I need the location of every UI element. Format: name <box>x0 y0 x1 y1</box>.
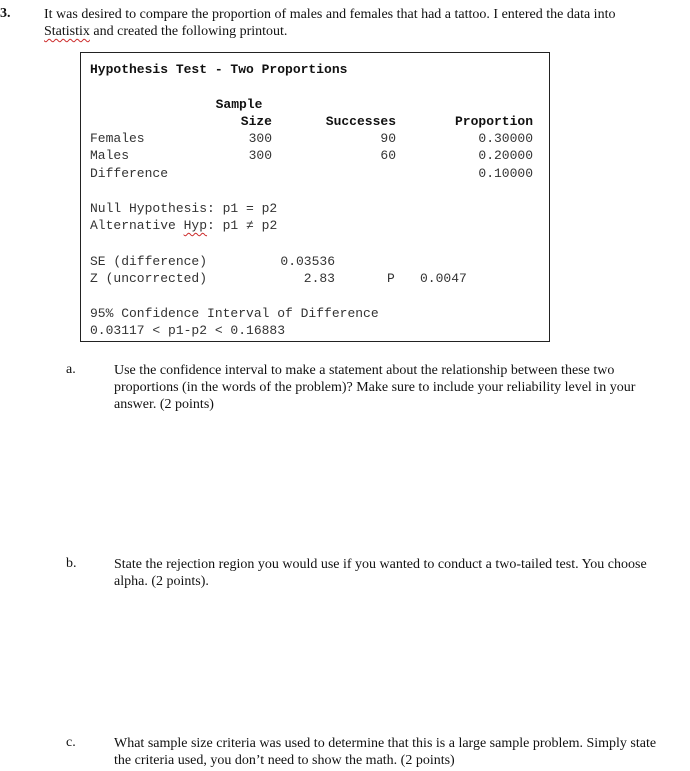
ci-title: 95% Confidence Interval of Difference <box>90 306 379 321</box>
alt-hyp-suffix: : p1 ≠ p2 <box>207 218 278 233</box>
row-females-proportion: 0.30000 <box>478 131 533 146</box>
header-sample: Sample <box>215 97 263 112</box>
item-b-label: b. <box>66 556 77 571</box>
statistix-printout <box>80 52 550 342</box>
z-value: 2.83 <box>303 271 335 286</box>
row-males-size: 300 <box>248 148 272 163</box>
header-successes: Successes <box>325 114 396 129</box>
item-a-label: a. <box>66 362 76 377</box>
row-difference-proportion: 0.10000 <box>478 166 533 181</box>
printout-title: Hypothesis Test - Two Proportions <box>90 62 348 77</box>
item-c-label: c. <box>66 735 76 750</box>
row-males-successes: 60 <box>380 148 396 163</box>
null-hypothesis: Null Hypothesis: p1 = p2 <box>90 201 278 216</box>
z-label: Z (uncorrected) <box>90 271 208 286</box>
row-males-label: Males <box>90 148 130 163</box>
se-label: SE (difference) <box>90 254 208 269</box>
header-proportion: Proportion <box>454 114 533 129</box>
question-intro <box>44 6 664 40</box>
question-number: 3. <box>0 6 11 21</box>
p-value: 0.0047 <box>420 271 467 286</box>
alternative-hypothesis <box>90 218 277 234</box>
header-size: Size <box>240 114 272 129</box>
ci-value: 0.03117 < p1-p2 < 0.16883 <box>90 323 286 338</box>
alt-hyp-prefix: Alternative <box>90 218 184 233</box>
software-name: Statistix <box>44 24 90 39</box>
item-b-text: State the rejection region you would use if you wanted to conduct a two-tailed test. You choose alpha. (2 points). <box>114 557 647 589</box>
row-females-label: Females <box>90 131 145 146</box>
item-c-text: What sample size criteria was used to determine that this is a large sample problem. Simply state the criteria used, you don’t need to show the math. (2 points) <box>114 736 657 768</box>
item-a-text: Use the confidence interval to make a statement about the relationship between these two proportions (in the words of the problem)? Make sure to include your reliability level in your answer. (2 points) <box>114 363 636 412</box>
row-females-size: 300 <box>248 131 272 146</box>
intro-text-after: and created the following printout. <box>89 24 288 39</box>
intro-text-before: It was desired to compare the proportion of males and females that had a tattoo. I entered the data into <box>44 7 616 22</box>
se-value: 0.03536 <box>280 254 335 269</box>
row-females-successes: 90 <box>380 131 396 146</box>
row-difference-label: Difference <box>90 166 169 181</box>
alt-hyp-word: Hyp <box>183 218 208 233</box>
p-label: P <box>387 271 395 286</box>
row-males-proportion: 0.20000 <box>478 148 533 163</box>
